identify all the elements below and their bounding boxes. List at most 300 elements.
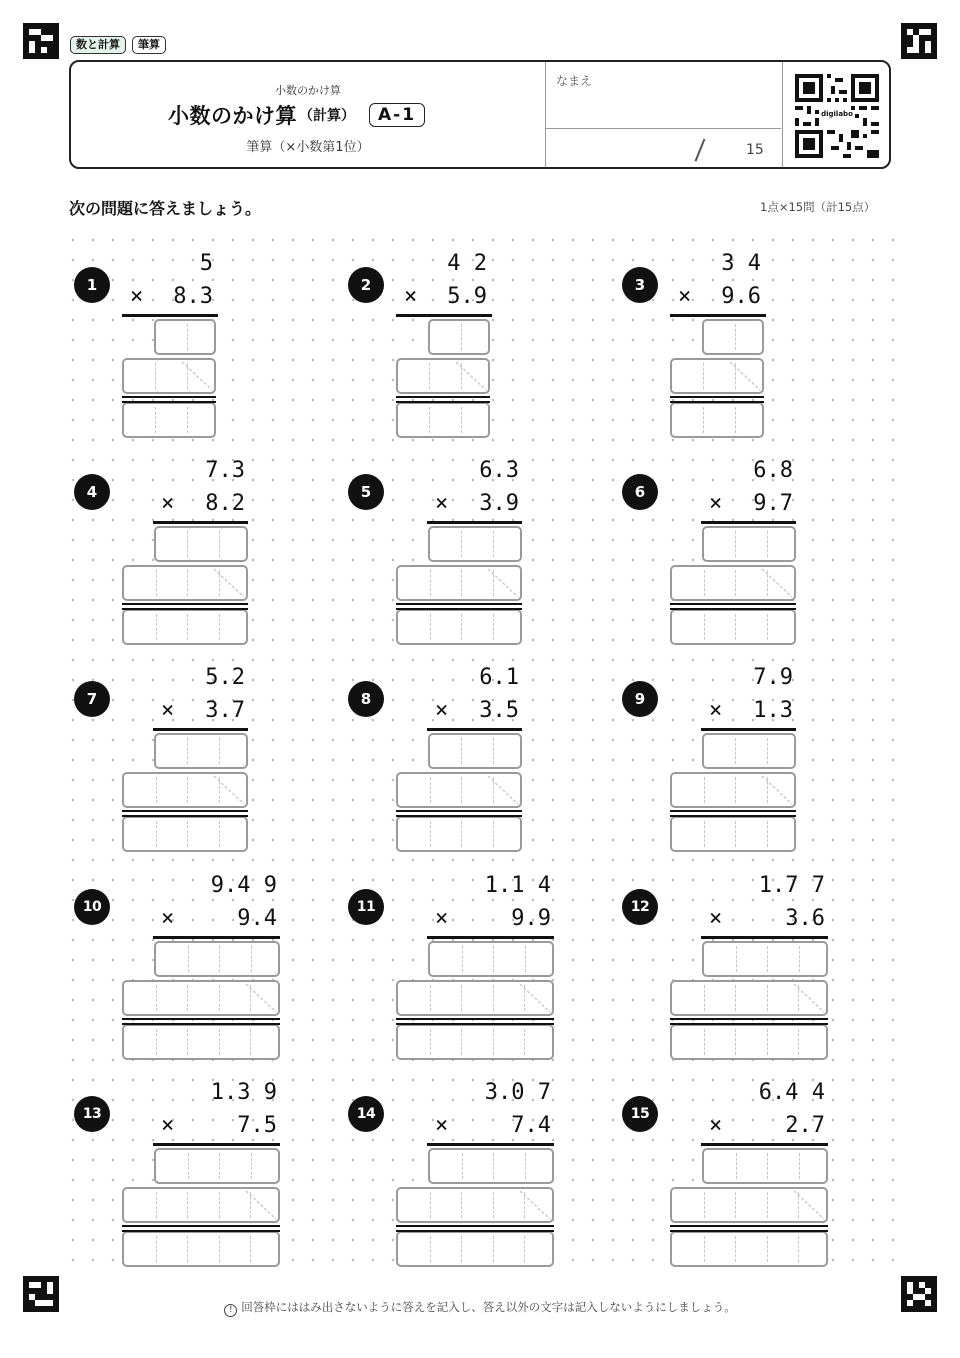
- carry-diagonal: [244, 1189, 278, 1221]
- problem-5: [344, 450, 604, 650]
- multiplier: 3.6: [785, 906, 825, 931]
- cell-divider: [250, 1236, 251, 1262]
- problem-number: 12: [622, 889, 658, 925]
- answer-box-product[interactable]: [396, 609, 522, 645]
- carry-diagonal: [518, 982, 552, 1014]
- answer-box-partial-2[interactable]: [122, 565, 248, 601]
- answer-box-product[interactable]: [122, 609, 248, 645]
- cell-divider: [187, 531, 188, 557]
- multiplier: 8.2: [205, 491, 245, 516]
- multiplicand: 6.1: [479, 665, 519, 690]
- answer-box-product[interactable]: [396, 1231, 554, 1267]
- carry-diagonal: [486, 567, 520, 599]
- sum-line: [670, 810, 796, 817]
- sum-line: [396, 396, 490, 403]
- cell-divider: [735, 1192, 736, 1218]
- cell-divider: [493, 1192, 494, 1218]
- answer-box-product[interactable]: [670, 609, 796, 645]
- multiplication-line: [153, 521, 248, 524]
- cell-divider: [155, 407, 156, 433]
- times-sign: ×: [435, 698, 449, 723]
- problem-1: [70, 243, 330, 443]
- problem-number: 15: [622, 1096, 658, 1132]
- answer-box-partial-1[interactable]: [702, 1148, 828, 1184]
- answer-box-product[interactable]: [670, 402, 764, 438]
- answer-box-product[interactable]: [396, 402, 490, 438]
- name-field[interactable]: [545, 62, 782, 167]
- cell-divider: [155, 363, 156, 389]
- multiplicand: 7.9: [753, 665, 793, 690]
- multiplicand: 1.1 4: [484, 873, 551, 898]
- answer-box-partial-1[interactable]: [154, 941, 280, 977]
- cell-divider: [429, 407, 430, 433]
- problem-number: 2: [348, 267, 384, 303]
- cell-divider: [156, 1192, 157, 1218]
- cell-divider: [430, 821, 431, 847]
- sum-line: [670, 603, 796, 610]
- qr-area: [782, 62, 889, 167]
- cell-divider: [461, 738, 462, 764]
- cell-divider: [219, 1192, 220, 1218]
- cell-divider: [461, 324, 462, 350]
- cell-divider: [187, 1192, 188, 1218]
- multiplication-line: [396, 314, 492, 317]
- multiplication-line: [153, 1143, 280, 1146]
- problem-7: [70, 657, 330, 857]
- cell-divider: [704, 985, 705, 1011]
- answer-box-product[interactable]: [396, 816, 522, 852]
- cell-divider: [767, 531, 768, 557]
- score-total: 15: [746, 142, 764, 158]
- answer-box-partial-1[interactable]: [702, 526, 796, 562]
- cell-divider: [187, 407, 188, 433]
- problem-4: [70, 450, 330, 650]
- multiplier: 9.9: [511, 906, 551, 931]
- cell-divider: [704, 1236, 705, 1262]
- multiplication-line: [701, 936, 828, 939]
- multiplier: 9.6: [721, 284, 761, 309]
- problem-15: [618, 1072, 878, 1272]
- times-sign: ×: [435, 1113, 449, 1138]
- carry-diagonal: [728, 360, 762, 392]
- cell-divider: [525, 946, 526, 972]
- answer-box-product[interactable]: [122, 1024, 280, 1060]
- times-sign: ×: [161, 906, 175, 931]
- cell-divider: [767, 821, 768, 847]
- sum-line: [396, 1018, 554, 1025]
- answer-box-partial-1[interactable]: [154, 319, 216, 355]
- cell-divider: [219, 1153, 220, 1179]
- cell-divider: [156, 777, 157, 803]
- answer-box-partial-2[interactable]: [670, 358, 764, 394]
- cell-divider: [156, 614, 157, 640]
- tag-written-calc: 筆算: [132, 36, 166, 54]
- sum-line: [122, 396, 216, 403]
- category-tags: [70, 36, 166, 54]
- cell-divider: [735, 324, 736, 350]
- problem-11: [344, 865, 604, 1065]
- cell-divider: [735, 821, 736, 847]
- corner-marker-icon: [901, 23, 937, 59]
- divider: [546, 128, 781, 129]
- subtitle-top: 小数のかけ算: [275, 84, 341, 97]
- multiplier: 9.7: [753, 491, 793, 516]
- sum-line: [670, 1225, 828, 1232]
- cell-divider: [767, 985, 768, 1011]
- cell-divider: [156, 1236, 157, 1262]
- problem-3: [618, 243, 878, 443]
- answer-box-partial-2[interactable]: [670, 980, 828, 1016]
- cell-divider: [219, 946, 220, 972]
- answer-box-partial-1[interactable]: [154, 1148, 280, 1184]
- answer-box-product[interactable]: [122, 816, 248, 852]
- cell-divider: [462, 1153, 463, 1179]
- cell-divider: [493, 1236, 494, 1262]
- multiplier: 3.5: [479, 698, 519, 723]
- multiplicand: 1.7 7: [758, 873, 825, 898]
- sum-line: [670, 1018, 828, 1025]
- cell-divider: [524, 1029, 525, 1055]
- answer-box-partial-2[interactable]: [670, 1187, 828, 1223]
- title-qualifier: （計算）: [299, 108, 355, 124]
- problem-number: 8: [348, 681, 384, 717]
- answer-box-partial-1[interactable]: [428, 319, 490, 355]
- cell-divider: [461, 570, 462, 596]
- answer-box-partial-1[interactable]: [428, 733, 522, 769]
- problem-14: [344, 1072, 604, 1272]
- sum-line: [670, 396, 764, 403]
- cell-divider: [187, 324, 188, 350]
- cell-divider: [156, 1029, 157, 1055]
- sum-line: [122, 1018, 280, 1025]
- cell-divider: [430, 1236, 431, 1262]
- times-sign: ×: [130, 284, 144, 309]
- answer-box-partial-2[interactable]: [670, 772, 796, 808]
- name-label: なまえ: [556, 74, 593, 88]
- cell-divider: [219, 738, 220, 764]
- cell-divider: [799, 1153, 800, 1179]
- cell-divider: [250, 1029, 251, 1055]
- sum-line: [122, 810, 248, 817]
- sum-line: [396, 603, 522, 610]
- carry-diagonal: [244, 982, 278, 1014]
- problem-number: 7: [74, 681, 110, 717]
- cell-divider: [798, 1236, 799, 1262]
- times-sign: ×: [161, 491, 175, 516]
- cell-divider: [767, 946, 768, 972]
- answer-box-product[interactable]: [396, 1024, 554, 1060]
- multiplier: 5.9: [447, 284, 487, 309]
- multiplication-line: [427, 936, 554, 939]
- cell-divider: [703, 407, 704, 433]
- multiplier: 9.4: [237, 906, 277, 931]
- multiplicand: 9.4 9: [210, 873, 277, 898]
- problem-2: [344, 243, 604, 443]
- cell-divider: [704, 1192, 705, 1218]
- cell-divider: [429, 363, 430, 389]
- cell-divider: [735, 1029, 736, 1055]
- cell-divider: [187, 777, 188, 803]
- cell-divider: [703, 363, 704, 389]
- multiplication-line: [670, 314, 766, 317]
- multiplicand: 6.4 4: [758, 1080, 825, 1105]
- cell-divider: [767, 614, 768, 640]
- multiplicand: 3 4: [721, 251, 761, 276]
- cell-divider: [493, 821, 494, 847]
- multiplicand: 6.8: [753, 458, 793, 483]
- multiplication-line: [701, 521, 796, 524]
- answer-box-partial-2[interactable]: [396, 980, 554, 1016]
- cell-divider: [704, 570, 705, 596]
- cell-divider: [767, 1236, 768, 1262]
- cell-divider: [430, 1192, 431, 1218]
- cell-divider: [187, 738, 188, 764]
- cell-divider: [493, 738, 494, 764]
- info-icon: !: [224, 1304, 237, 1317]
- cell-divider: [493, 946, 494, 972]
- cell-divider: [461, 821, 462, 847]
- cell-divider: [735, 777, 736, 803]
- times-sign: ×: [709, 491, 723, 516]
- problem-10: [70, 865, 330, 1065]
- cell-divider: [704, 821, 705, 847]
- sum-line: [122, 603, 248, 610]
- problem-number: 4: [74, 474, 110, 510]
- multiplicand: 7.3: [205, 458, 245, 483]
- cell-divider: [461, 1236, 462, 1262]
- cell-divider: [187, 1236, 188, 1262]
- times-sign: ×: [435, 491, 449, 516]
- cell-divider: [704, 614, 705, 640]
- problem-9: [618, 657, 878, 857]
- problem-number: 6: [622, 474, 658, 510]
- answer-box-partial-1[interactable]: [154, 526, 248, 562]
- answer-box-partial-2[interactable]: [396, 772, 522, 808]
- cell-divider: [493, 1153, 494, 1179]
- cell-divider: [735, 531, 736, 557]
- cell-divider: [219, 1029, 220, 1055]
- cell-divider: [251, 946, 252, 972]
- cell-divider: [430, 1029, 431, 1055]
- corner-marker-icon: [23, 23, 59, 59]
- problem-number: 5: [348, 474, 384, 510]
- sum-line: [396, 1225, 554, 1232]
- times-sign: ×: [709, 698, 723, 723]
- cell-divider: [156, 821, 157, 847]
- footer-note-text: 回答枠にははみ出さないように答えを記入し、答え以外の文字は記入しないようにしましょう。: [241, 1300, 736, 1314]
- answer-box-partial-1[interactable]: [702, 941, 828, 977]
- cell-divider: [219, 531, 220, 557]
- cell-divider: [735, 614, 736, 640]
- cell-divider: [461, 985, 462, 1011]
- sum-line: [122, 1225, 280, 1232]
- answer-box-product[interactable]: [122, 402, 216, 438]
- cell-divider: [735, 407, 736, 433]
- multiplication-line: [122, 314, 218, 317]
- problem-number: 9: [622, 681, 658, 717]
- carry-diagonal: [792, 1189, 826, 1221]
- multiplication-line: [427, 728, 522, 731]
- points-note: 1点×15問（計15点）: [760, 200, 876, 214]
- cell-divider: [156, 985, 157, 1011]
- multiplication-line: [153, 936, 280, 939]
- multiplicand: 4 2: [447, 251, 487, 276]
- cell-divider: [156, 570, 157, 596]
- answer-box-partial-1[interactable]: [702, 319, 764, 355]
- cell-divider: [767, 1029, 768, 1055]
- multiplication-line: [427, 521, 522, 524]
- multiplicand: 5: [199, 251, 213, 276]
- cell-divider: [461, 407, 462, 433]
- cell-divider: [430, 985, 431, 1011]
- answer-box-partial-1[interactable]: [428, 941, 554, 977]
- cell-divider: [430, 777, 431, 803]
- times-sign: ×: [161, 698, 175, 723]
- times-sign: ×: [678, 284, 692, 309]
- cell-divider: [219, 614, 220, 640]
- carry-diagonal: [760, 774, 794, 806]
- carry-diagonal: [760, 567, 794, 599]
- cell-divider: [524, 1236, 525, 1262]
- sum-line: [396, 810, 522, 817]
- multiplication-line: [427, 1143, 554, 1146]
- carry-diagonal: [212, 774, 246, 806]
- problem-number: 14: [348, 1096, 384, 1132]
- answer-box-partial-2[interactable]: [396, 565, 522, 601]
- problem-8: [344, 657, 604, 857]
- multiplier: 2.7: [785, 1113, 825, 1138]
- times-sign: ×: [709, 906, 723, 931]
- times-sign: ×: [161, 1113, 175, 1138]
- cell-divider: [430, 570, 431, 596]
- times-sign: ×: [709, 1113, 723, 1138]
- cell-divider: [187, 821, 188, 847]
- carry-diagonal: [180, 360, 214, 392]
- answer-box-product[interactable]: [670, 1231, 828, 1267]
- problem-12: [618, 865, 878, 1065]
- problem-number: 11: [348, 889, 384, 925]
- carry-diagonal: [486, 774, 520, 806]
- cell-divider: [219, 821, 220, 847]
- problem-number: 1: [74, 267, 110, 303]
- answer-box-product[interactable]: [670, 816, 796, 852]
- cell-divider: [798, 1029, 799, 1055]
- qr-caption: digilabo: [819, 110, 855, 118]
- carry-diagonal: [792, 982, 826, 1014]
- cell-divider: [736, 946, 737, 972]
- tag-number-calc: 数と計算: [70, 36, 126, 54]
- cell-divider: [462, 946, 463, 972]
- footer-note: [0, 1299, 960, 1317]
- cell-divider: [461, 531, 462, 557]
- cell-divider: [187, 985, 188, 1011]
- cell-divider: [461, 614, 462, 640]
- instruction: 次の問題に答えましょう。: [69, 199, 262, 218]
- worksheet-header: [69, 60, 891, 169]
- problem-6: [618, 450, 878, 650]
- answer-box-partial-2[interactable]: [122, 980, 280, 1016]
- title-area: [71, 62, 545, 167]
- cell-divider: [493, 614, 494, 640]
- subtitle-bottom: 筆算（×小数第1位）: [246, 140, 370, 155]
- multiplicand: 6.3: [479, 458, 519, 483]
- answer-box-partial-1[interactable]: [428, 526, 522, 562]
- cell-divider: [187, 614, 188, 640]
- multiplication-line: [701, 1143, 828, 1146]
- answer-box-partial-1[interactable]: [154, 733, 248, 769]
- cell-divider: [219, 1236, 220, 1262]
- answer-box-partial-2[interactable]: [396, 1187, 554, 1223]
- cell-divider: [735, 738, 736, 764]
- problem-number: 3: [622, 267, 658, 303]
- score-slash: [695, 139, 705, 162]
- cell-divider: [735, 1236, 736, 1262]
- cell-divider: [767, 738, 768, 764]
- multiplier: 3.7: [205, 698, 245, 723]
- multiplier: 7.4: [511, 1113, 551, 1138]
- cell-divider: [736, 1153, 737, 1179]
- title-row: [168, 100, 425, 130]
- answer-box-partial-2[interactable]: [122, 772, 248, 808]
- cell-divider: [430, 614, 431, 640]
- multiplicand: 3.0 7: [484, 1080, 551, 1105]
- answer-box-partial-1[interactable]: [428, 1148, 554, 1184]
- answer-box-partial-2[interactable]: [396, 358, 490, 394]
- times-sign: ×: [404, 284, 418, 309]
- answer-box-partial-1[interactable]: [702, 733, 796, 769]
- cell-divider: [767, 1153, 768, 1179]
- cell-divider: [735, 985, 736, 1011]
- cell-divider: [493, 985, 494, 1011]
- problem-number: 10: [74, 889, 110, 925]
- cell-divider: [493, 1029, 494, 1055]
- multiplicand: 5.2: [205, 665, 245, 690]
- cell-divider: [493, 531, 494, 557]
- multiplier: 3.9: [479, 491, 519, 516]
- cell-divider: [251, 1153, 252, 1179]
- cell-divider: [704, 1029, 705, 1055]
- cell-divider: [767, 1192, 768, 1218]
- multiplication-line: [701, 728, 796, 731]
- carry-diagonal: [212, 567, 246, 599]
- cell-divider: [461, 777, 462, 803]
- multiplier: 7.5: [237, 1113, 277, 1138]
- cell-divider: [525, 1153, 526, 1179]
- answer-box-product[interactable]: [670, 1024, 828, 1060]
- cell-divider: [461, 1029, 462, 1055]
- level-badge: A-1: [369, 103, 425, 127]
- times-sign: ×: [435, 906, 449, 931]
- answer-box-partial-2[interactable]: [670, 565, 796, 601]
- multiplier: 8.3: [173, 284, 213, 309]
- answer-box-partial-2[interactable]: [122, 1187, 280, 1223]
- problem-number: 13: [74, 1096, 110, 1132]
- carry-diagonal: [518, 1189, 552, 1221]
- cell-divider: [188, 946, 189, 972]
- cell-divider: [187, 1029, 188, 1055]
- cell-divider: [461, 1192, 462, 1218]
- cell-divider: [735, 570, 736, 596]
- multiplier: 1.3: [753, 698, 793, 723]
- cell-divider: [187, 570, 188, 596]
- answer-box-product[interactable]: [122, 1231, 280, 1267]
- cell-divider: [188, 1153, 189, 1179]
- cell-divider: [219, 985, 220, 1011]
- cell-divider: [799, 946, 800, 972]
- page-title: 小数のかけ算: [168, 104, 297, 128]
- answer-box-partial-2[interactable]: [122, 358, 216, 394]
- carry-diagonal: [454, 360, 488, 392]
